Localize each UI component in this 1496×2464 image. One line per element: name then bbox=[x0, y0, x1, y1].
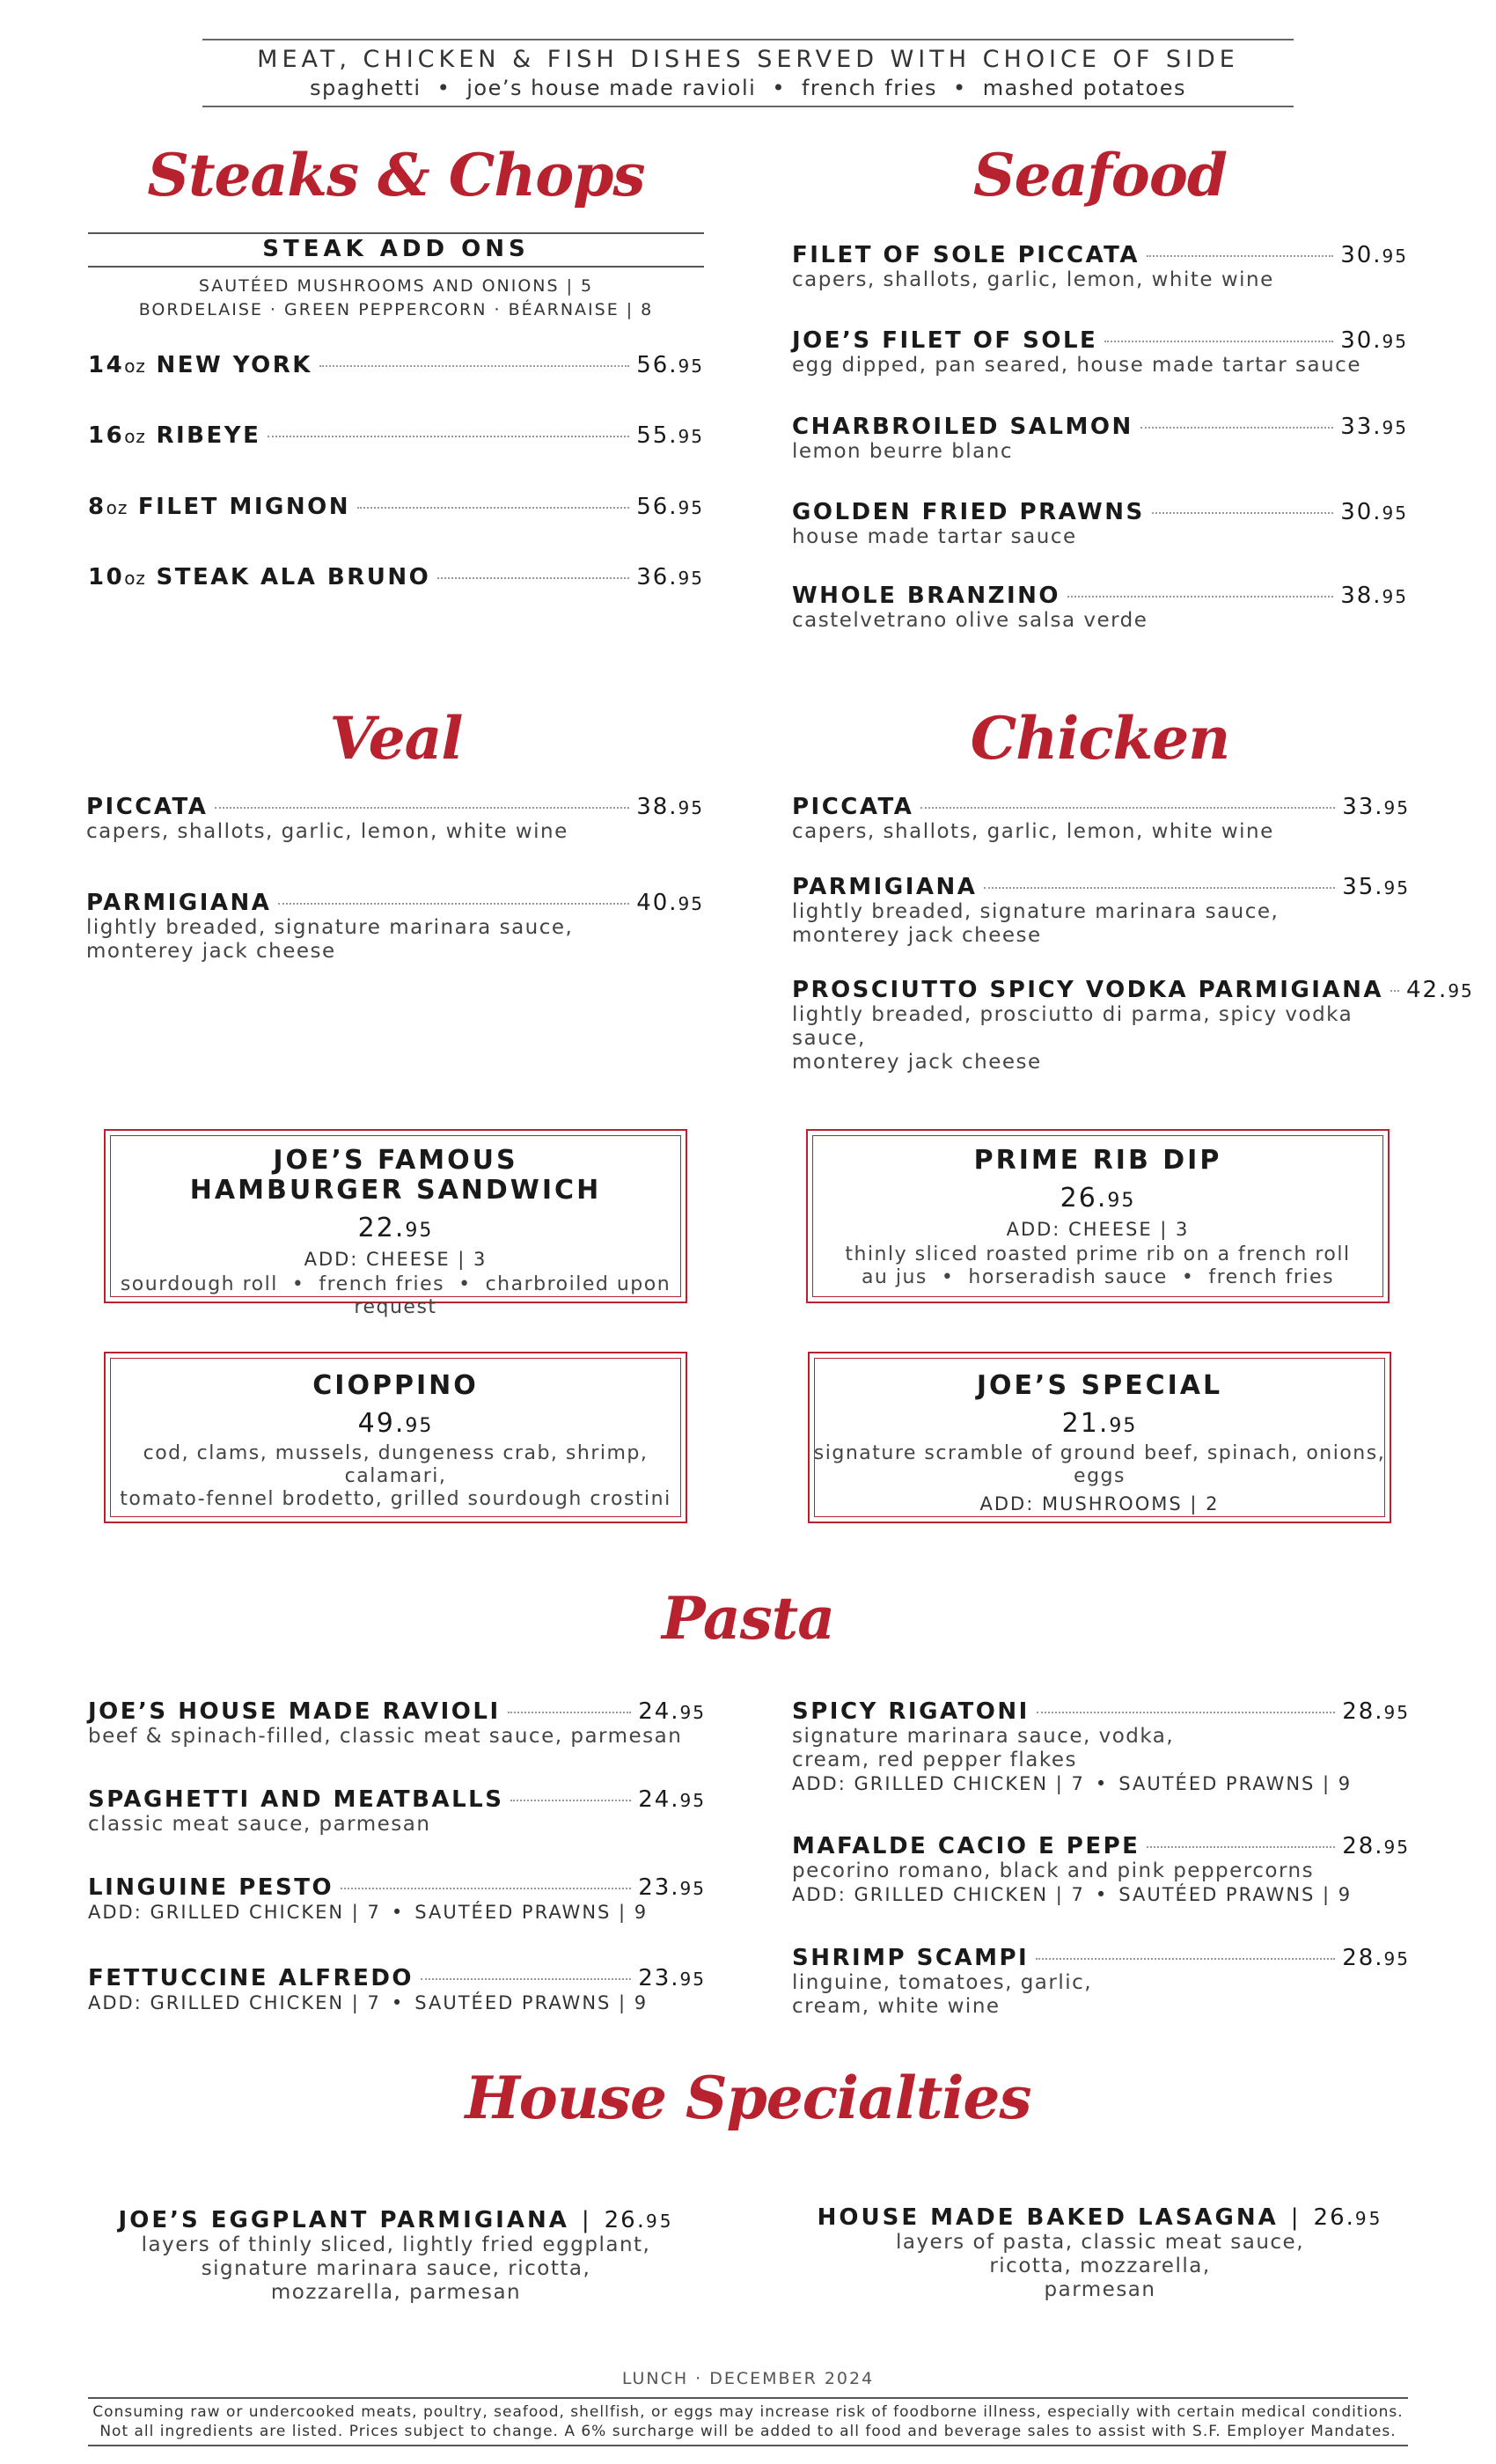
item-price: 24.95 bbox=[638, 1786, 706, 1813]
item-price: 33.95 bbox=[1342, 794, 1410, 820]
item-price: 30.95 bbox=[1340, 499, 1408, 525]
item-description: ricotta, mozzarella, bbox=[989, 2255, 1211, 2277]
item-price: 23.95 bbox=[638, 1965, 706, 1991]
footer-top-rule bbox=[88, 2397, 1408, 2399]
item-price: 38.95 bbox=[636, 794, 704, 820]
item-name: JOE’S HOUSE MADE RAVIOLI bbox=[88, 1698, 501, 1725]
item-price: 28.95 bbox=[1342, 1945, 1410, 1971]
item-price: 23.95 bbox=[638, 1874, 706, 1901]
item-name: SHRIMP SCAMPI bbox=[792, 1945, 1030, 1971]
dot-leader bbox=[1036, 1958, 1335, 1960]
section-title-chicken: Chicken bbox=[970, 704, 1230, 773]
menu-item-pasta bbox=[88, 1698, 706, 1749]
header-sides-list: spaghetti • joe’s house made ravioli • french fries • mashed potatoes bbox=[309, 76, 1187, 100]
item-description: capers, shallots, garlic, lemon, white wine bbox=[792, 268, 1274, 291]
box-description: cod, clams, mussels, dungeness crab, shrimp, calamari, bbox=[143, 1442, 649, 1487]
dot-leader bbox=[268, 436, 629, 437]
section-title-pasta: Pasta bbox=[661, 1584, 835, 1653]
menu-item-steak bbox=[88, 422, 704, 449]
feature-box-prime-rib bbox=[806, 1129, 1390, 1303]
menu-item-pasta bbox=[88, 1786, 706, 1837]
item-price: 28.95 bbox=[1342, 1833, 1410, 1859]
item-description: lightly breaded, signature marinara sauce, bbox=[792, 900, 1280, 923]
dot-leader bbox=[510, 1800, 631, 1801]
menu-item-seafood bbox=[792, 414, 1408, 464]
menu-item-pasta bbox=[88, 1965, 706, 2015]
menu-item-chicken bbox=[792, 977, 1474, 1074]
item-name: FETTUCCINE ALFREDO bbox=[88, 1965, 414, 1991]
steak-addons-top-rule bbox=[88, 232, 704, 234]
item-price: 40.95 bbox=[636, 890, 704, 916]
menu-edition-label: LUNCH · DECEMBER 2024 bbox=[621, 2369, 875, 2388]
side-item: french fries bbox=[801, 76, 938, 100]
section-title-seafood: Seafood bbox=[972, 141, 1227, 209]
footer-disclaimer: Consuming raw or undercooked meats, poultry, seafood, shellfish, or eggs may increase risk of foodborne illness, especially with certain medical conditions. bbox=[92, 2403, 1404, 2421]
item-description: layers of thinly sliced, lightly fried eggplant, bbox=[141, 2233, 651, 2256]
item-price: 42.95 bbox=[1405, 977, 1474, 1003]
item-name: CHARBROILED SALMON bbox=[792, 414, 1133, 440]
menu-item-steak bbox=[88, 564, 704, 590]
steak-addons-bottom-rule bbox=[88, 266, 704, 268]
box-price: 26.95 bbox=[1060, 1183, 1136, 1214]
side-item: joe’s house made ravioli bbox=[466, 76, 757, 100]
item-description: monterey jack cheese bbox=[86, 940, 336, 963]
item-description: cream, red pepper flakes bbox=[792, 1749, 1077, 1771]
menu-item-pasta bbox=[792, 1698, 1410, 1796]
header-top-rule bbox=[202, 39, 1294, 40]
item-description: classic meat sauce, parmesan bbox=[88, 1813, 431, 1836]
item-name: 10oz STEAK ALA BRUNO bbox=[88, 564, 431, 590]
item-name: JOE’S FILET OF SOLE bbox=[792, 327, 1098, 354]
item-name: HOUSE MADE BAKED LASAGNA | 26.95 bbox=[817, 2204, 1383, 2231]
dot-leader bbox=[421, 1978, 631, 1980]
box-title: PRIME RIB DIP bbox=[973, 1145, 1222, 1176]
item-name: WHOLE BRANZINO bbox=[792, 583, 1061, 609]
item-name: 14oz NEW YORK bbox=[88, 352, 312, 378]
dot-leader bbox=[1147, 1846, 1335, 1848]
item-description: monterey jack cheese bbox=[792, 924, 1042, 947]
feature-box-joes-special bbox=[808, 1352, 1391, 1523]
item-description: mozzarella, parmesan bbox=[270, 2281, 522, 2304]
house-specialty-lasagna bbox=[792, 2204, 1408, 2302]
box-price: 21.95 bbox=[1061, 1408, 1138, 1439]
box-addon: ADD: CHEESE | 3 bbox=[1006, 1219, 1190, 1240]
box-title: JOE’S SPECIAL bbox=[976, 1370, 1223, 1401]
box-price: 49.95 bbox=[357, 1408, 434, 1439]
menu-item-chicken bbox=[792, 874, 1410, 948]
item-name: PICCATA bbox=[792, 794, 914, 820]
box-description: sourdough roll • french fries • charbroiled upon request bbox=[120, 1273, 671, 1318]
box-description: thinly sliced roasted prime rib on a french roll bbox=[845, 1243, 1351, 1265]
dot-leader bbox=[215, 807, 629, 809]
dot-leader bbox=[920, 807, 1335, 809]
header-bottom-rule bbox=[202, 106, 1294, 107]
item-description: castelvetrano olive salsa verde bbox=[792, 609, 1148, 632]
item-description: lightly breaded, signature marinara sauce, bbox=[86, 916, 574, 939]
item-description: cream, white wine bbox=[792, 1995, 1001, 2018]
item-name: FILET OF SOLE PICCATA bbox=[792, 242, 1140, 268]
box-title: JOE’S FAMOUS bbox=[273, 1145, 518, 1176]
item-description: lightly breaded, prosciutto di parma, spicy vodka sauce, bbox=[792, 1003, 1353, 1050]
header-sides-notice: MEAT, CHICKEN & FISH DISHES SERVED WITH CHOICE OF SIDE bbox=[257, 46, 1239, 73]
steak-addons-line: BORDELAISE · GREEN PEPPERCORN · BÉARNAISE | 8 bbox=[138, 300, 654, 319]
item-price: 56.95 bbox=[636, 494, 704, 520]
item-price: 38.95 bbox=[1340, 583, 1408, 609]
footer-bottom-rule bbox=[88, 2445, 1408, 2446]
item-price: 36.95 bbox=[636, 564, 704, 590]
dot-leader bbox=[508, 1712, 632, 1713]
item-description: parmesan bbox=[1044, 2278, 1156, 2301]
dot-leader bbox=[1104, 341, 1333, 342]
item-name: LINGUINE PESTO bbox=[88, 1874, 334, 1901]
item-description: monterey jack cheese bbox=[792, 1051, 1042, 1074]
box-addon: ADD: CHEESE | 3 bbox=[304, 1249, 488, 1270]
item-name: GOLDEN FRIED PRAWNS bbox=[792, 499, 1145, 525]
item-description: beef & spinach-filled, classic meat sauce, parmesan bbox=[88, 1725, 683, 1748]
item-addons: ADD: GRILLED CHICKEN | 7 • SAUTÉED PRAWNS | 9 bbox=[792, 1773, 1353, 1794]
section-title-house-specialties: House Specialties bbox=[465, 2064, 1031, 2132]
item-price: 30.95 bbox=[1340, 327, 1408, 354]
item-name: SPAGHETTI AND MEATBALLS bbox=[88, 1786, 504, 1813]
item-description: signature marinara sauce, vodka, bbox=[792, 1725, 1175, 1748]
feature-box-hamburger bbox=[104, 1129, 687, 1318]
steak-addons-line: SAUTÉED MUSHROOMS AND ONIONS | 5 bbox=[198, 276, 594, 296]
item-name: 16oz RIBEYE bbox=[88, 422, 261, 449]
item-name: MAFALDE CACIO E PEPE bbox=[792, 1833, 1140, 1859]
menu-item-pasta bbox=[792, 1833, 1410, 1907]
box-title: CIOPPINO bbox=[312, 1370, 479, 1401]
item-name: PROSCIUTTO SPICY VODKA PARMIGIANA bbox=[792, 977, 1383, 1003]
item-price: 33.95 bbox=[1340, 414, 1408, 440]
item-description: capers, shallots, garlic, lemon, white wine bbox=[86, 820, 568, 843]
item-description: signature marinara sauce, ricotta, bbox=[201, 2257, 591, 2280]
dot-leader bbox=[1390, 990, 1399, 992]
item-price: 24.95 bbox=[638, 1698, 706, 1725]
box-description: signature scramble of ground beef, spinach, onions, eggs bbox=[813, 1442, 1386, 1487]
menu-item-steak bbox=[88, 352, 704, 378]
item-price: 30.95 bbox=[1340, 242, 1408, 268]
menu-item-seafood bbox=[792, 583, 1408, 633]
dot-leader bbox=[437, 577, 629, 579]
menu-item-chicken bbox=[792, 794, 1410, 844]
box-title: HAMBURGER SANDWICH bbox=[189, 1175, 602, 1206]
item-description: lemon beurre blanc bbox=[792, 440, 1014, 463]
item-name: JOE’S EGGPLANT PARMIGIANA | 26.95 bbox=[118, 2207, 674, 2233]
item-price: 28.95 bbox=[1342, 1698, 1410, 1725]
steak-addons-title: STEAK ADD ONS bbox=[262, 236, 530, 262]
menu-item-seafood bbox=[792, 327, 1408, 378]
dot-leader bbox=[1067, 596, 1333, 598]
item-price: 56.95 bbox=[636, 352, 704, 378]
menu-item-pasta bbox=[88, 1874, 706, 1925]
box-addon: ADD: MUSHROOMS | 2 bbox=[979, 1493, 1220, 1514]
house-specialty-eggplant bbox=[88, 2207, 704, 2305]
item-price: 35.95 bbox=[1342, 874, 1410, 900]
dot-leader bbox=[1147, 255, 1333, 257]
menu-item-pasta bbox=[792, 1945, 1410, 2019]
item-description: layers of pasta, classic meat sauce, bbox=[895, 2231, 1305, 2254]
footer-disclaimer: Not all ingredients are listed. Prices subject to change. A 6% surcharge will be added to all food and beverage sales to assist with S.F. Employer Mandates. bbox=[99, 2423, 1397, 2440]
dot-leader bbox=[1152, 512, 1333, 514]
side-item: spaghetti bbox=[309, 76, 422, 100]
side-item: mashed potatoes bbox=[982, 76, 1187, 100]
dot-leader bbox=[984, 887, 1335, 889]
item-price: 55.95 bbox=[636, 422, 704, 449]
item-addons: ADD: GRILLED CHICKEN | 7 • SAUTÉED PRAWNS | 9 bbox=[88, 1992, 649, 2013]
dot-leader bbox=[1037, 1712, 1335, 1713]
menu-item-seafood bbox=[792, 242, 1408, 292]
item-name: SPICY RIGATONI bbox=[792, 1698, 1030, 1725]
item-description: capers, shallots, garlic, lemon, white wine bbox=[792, 820, 1274, 843]
menu-item-steak bbox=[88, 494, 704, 520]
section-title-steaks: Steaks & Chops bbox=[147, 141, 645, 209]
item-addons: ADD: GRILLED CHICKEN | 7 • SAUTÉED PRAWNS | 9 bbox=[88, 1902, 649, 1923]
item-description: pecorino romano, black and pink peppercorns bbox=[792, 1859, 1315, 1882]
feature-box-cioppino bbox=[104, 1352, 687, 1523]
section-title-veal: Veal bbox=[329, 704, 463, 773]
box-price: 22.95 bbox=[357, 1213, 434, 1243]
item-description: linguine, tomatoes, garlic, bbox=[792, 1971, 1093, 1994]
dot-leader bbox=[278, 903, 629, 905]
dot-leader bbox=[357, 507, 629, 509]
item-description: house made tartar sauce bbox=[792, 525, 1077, 548]
menu-item-veal bbox=[86, 890, 704, 964]
menu-item-seafood bbox=[792, 499, 1408, 549]
item-name: PARMIGIANA bbox=[86, 890, 272, 916]
box-description: au jus • horseradish sauce • french fries bbox=[861, 1266, 1335, 1288]
dot-leader bbox=[319, 365, 629, 367]
box-description: tomato-fennel brodetto, grilled sourdough crostini bbox=[120, 1488, 671, 1510]
dot-leader bbox=[1140, 427, 1333, 429]
item-name: 8oz FILET MIGNON bbox=[88, 494, 350, 520]
menu-item-veal bbox=[86, 794, 704, 844]
item-description: egg dipped, pan seared, house made tartar sauce bbox=[792, 354, 1361, 377]
dot-leader bbox=[341, 1888, 631, 1889]
item-addons: ADD: GRILLED CHICKEN | 7 • SAUTÉED PRAWNS | 9 bbox=[792, 1884, 1353, 1905]
item-name: PICCATA bbox=[86, 794, 209, 820]
item-name: PARMIGIANA bbox=[792, 874, 978, 900]
